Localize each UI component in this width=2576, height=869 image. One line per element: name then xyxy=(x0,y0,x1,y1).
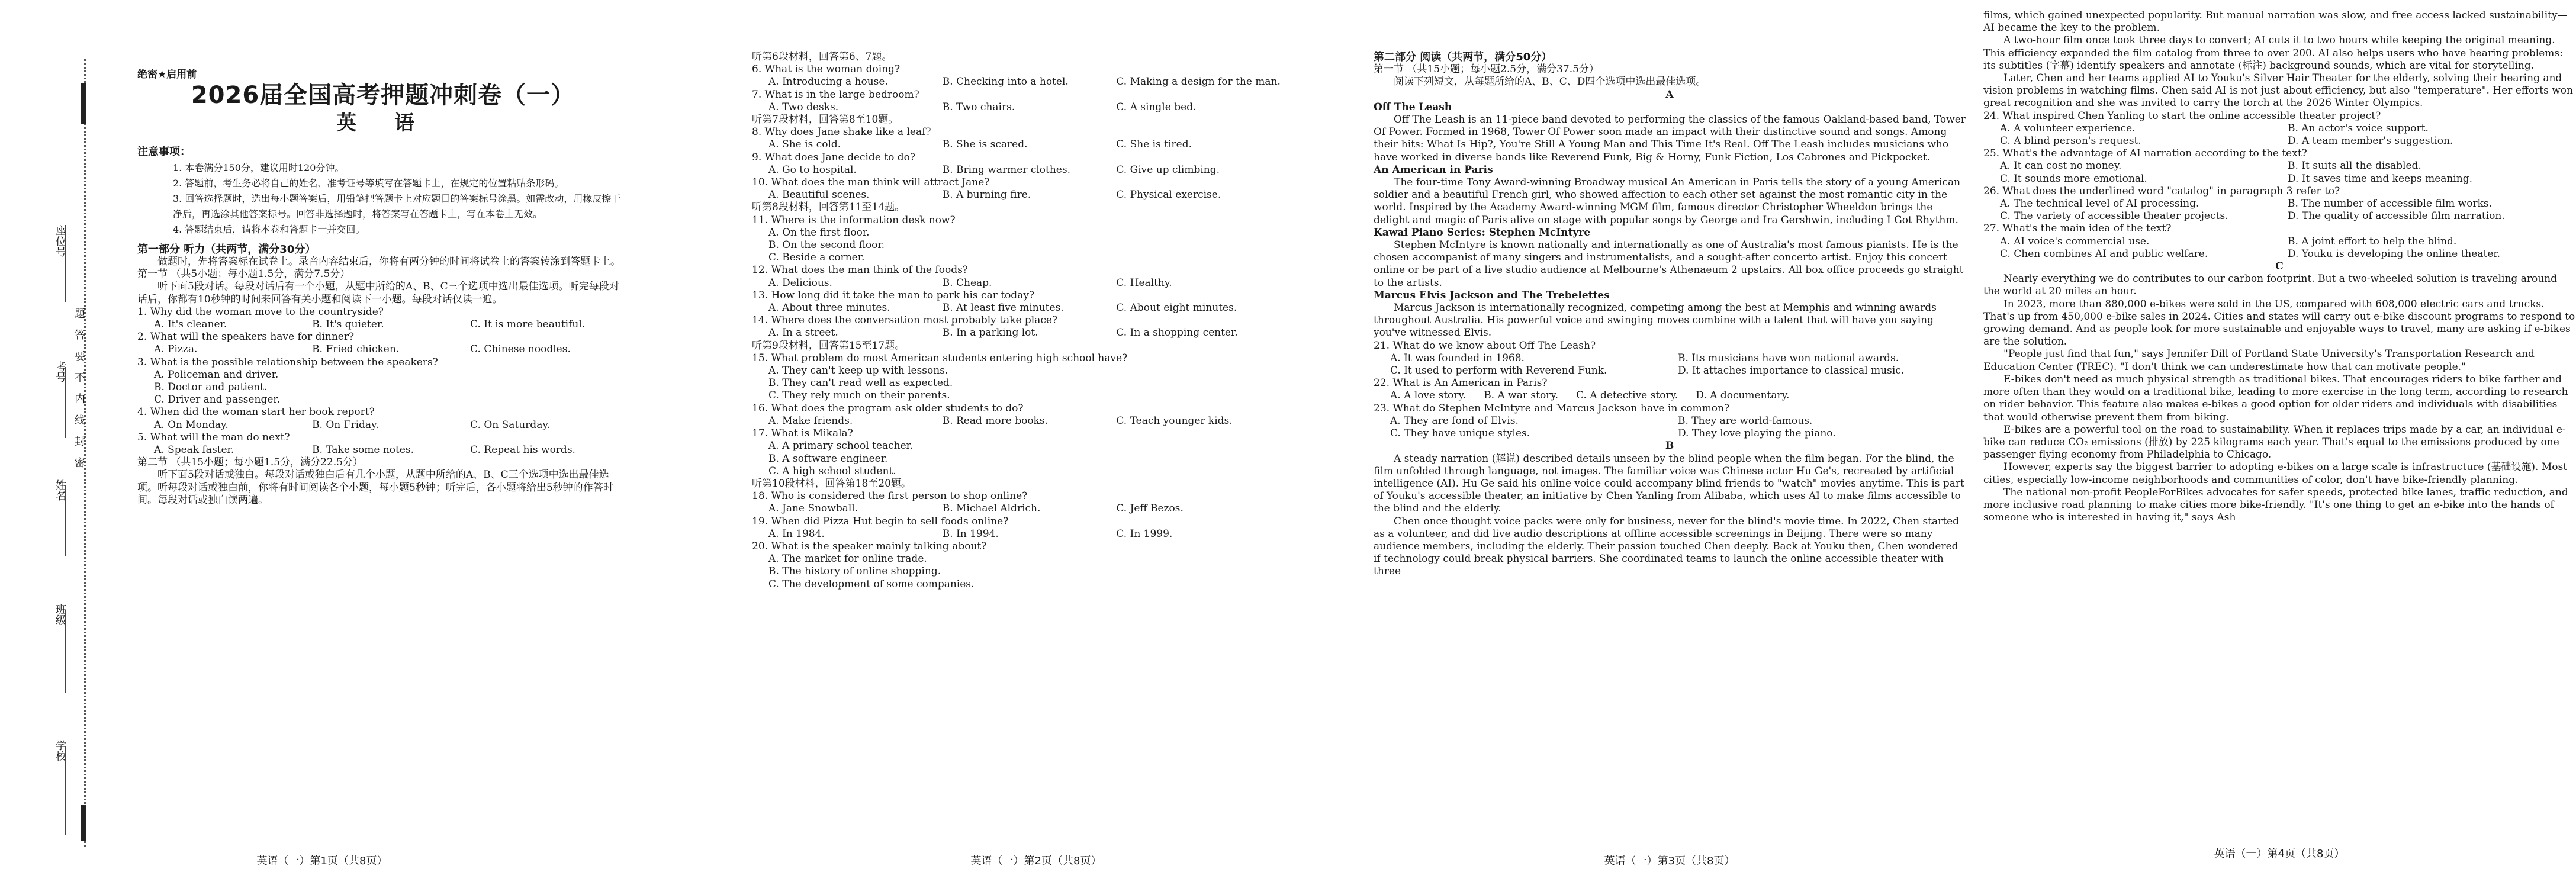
answer-option[interactable]: C. They have unique styles. xyxy=(1390,427,1530,440)
options-row xyxy=(752,164,1291,176)
strip-field-line xyxy=(65,225,66,302)
answer-option[interactable]: B. Its musicians have won national awards. xyxy=(1678,352,1899,364)
strip-marker xyxy=(81,805,86,841)
answer-option[interactable]: A. Pizza. xyxy=(154,343,198,356)
passage-subheading: Off The Leash xyxy=(1374,101,1452,113)
answer-option[interactable]: B. She is scared. xyxy=(942,139,1028,151)
question-stem: 6. What is the woman doing? xyxy=(752,63,901,76)
question-stem: 19. When did Pizza Hut begin to sell foods online? xyxy=(752,515,1009,527)
page-4-content xyxy=(1983,9,2575,524)
part1-intro: 做题时，先将答案标在试卷上。录音内容结束后，你将有两分钟的时间将试卷上的答案转涂到答题卡上。 xyxy=(157,256,620,268)
binding-strip xyxy=(0,0,95,869)
question-stem: 11. Where is the information desk now? xyxy=(752,214,956,226)
page-1 xyxy=(0,0,644,869)
page-2-content xyxy=(752,51,1291,591)
question-stem: 15. What problem do most American students entering high school have? xyxy=(752,352,1128,364)
passage-b xyxy=(1374,453,1966,578)
answer-option[interactable]: C. Chen combines AI and public welfare. xyxy=(2000,247,2208,260)
passage-c xyxy=(1983,273,2575,524)
passage-paragraph: A two-hour film once took three days to convert; AI cuts it to two hours while keeping the original meaning. This efficiency expanded the film catalog from three to over 200. AI also helps users who have hearing problems: its subtitles (字幕) identify speakers and annotate (标注) background sounds, which are vital for storytelling. xyxy=(1983,34,2563,72)
page-footer: 英语（一）第3页（共8页） xyxy=(1604,855,1735,867)
page-4 xyxy=(1983,0,2575,869)
options-row xyxy=(137,343,629,356)
question-stem: 21. What do we know about Off The Leash? xyxy=(1374,339,1596,352)
part1-heading: 第一部分 听力（共两节，满分30分） xyxy=(137,243,316,256)
answer-option[interactable]: B. A software engineer. xyxy=(768,452,888,465)
page-1-content xyxy=(137,69,629,507)
question-stem: 3. What is the possible relationship between the speakers? xyxy=(137,356,438,368)
answer-option[interactable]: C. Healthy. xyxy=(1116,276,1172,289)
answer-option[interactable]: B. A burning fire. xyxy=(942,189,1031,201)
answer-option[interactable]: A. Speak faster. xyxy=(154,444,234,456)
answer-option[interactable]: B. Take some notes. xyxy=(312,444,414,456)
page-2 xyxy=(740,0,1332,869)
strip-label-school: 学校 xyxy=(54,740,66,761)
exam-subject: 英 语 xyxy=(336,111,430,136)
answer-option[interactable]: B. Fried chicken. xyxy=(312,343,400,356)
options-row xyxy=(752,327,1291,339)
question-stem: 23. What do Stephen McIntyre and Marcus Jackson have in common? xyxy=(1374,402,1730,414)
answer-option[interactable]: C. About eight minutes. xyxy=(1116,302,1237,314)
options-row xyxy=(1983,236,2575,248)
answer-option[interactable]: A. Policeman and driver. xyxy=(154,368,279,381)
options-row xyxy=(1983,198,2575,210)
answer-option[interactable]: D. Youku is developing the online theater. xyxy=(2288,247,2501,260)
passage-a-label: A xyxy=(1665,88,1674,101)
answer-option[interactable]: A. It's cleaner. xyxy=(154,318,227,331)
answer-option[interactable]: C. It is more beautiful. xyxy=(470,318,586,331)
passage-b-label: B xyxy=(1665,440,1674,452)
answer-option[interactable]: B. Bring warmer clothes. xyxy=(942,163,1070,176)
answer-option[interactable]: C. The variety of accessible theater projects. xyxy=(2000,210,2228,223)
material-heading: 听第9段材料，回答第15至17题。 xyxy=(752,339,905,352)
answer-option[interactable]: A. AI voice's commercial use. xyxy=(2000,235,2150,247)
question-list xyxy=(137,306,629,456)
notice-item: 2. 答题前，考生务必将自己的姓名、准考证号等填写在答题卡上，在规定的位置粘贴条形码。 xyxy=(173,177,564,189)
passage-subheading: An American in Paris xyxy=(1374,163,1493,176)
question-stem: 14. Where does the conversation most probably take place? xyxy=(752,314,1058,327)
material-heading: 听第10段材料，回答第18至20题。 xyxy=(752,477,911,490)
passage-c-label: C xyxy=(2275,260,2284,273)
answer-option[interactable]: C. It sounds more emotional. xyxy=(2000,172,2147,185)
options-row xyxy=(1374,352,1966,365)
answer-option[interactable]: A. A volunteer experience. xyxy=(2000,122,2136,134)
answer-option[interactable]: A. They can't keep up with lessons. xyxy=(768,365,948,377)
passage-paragraph: However, experts say the biggest barrier to adopting e-bikes on a large scale is infrastructure (基础设施). Most cities, especially low-income neighborhoods and communities of color, don't have bike-friendly planning. xyxy=(1983,461,2568,486)
options-row xyxy=(752,302,1291,314)
answer-option[interactable]: C. In a shopping center. xyxy=(1116,327,1238,339)
passage-paragraph: Nearly everything we do contributes to our carbon footprint. But a two-wheeled solution is traveling around the world at 20 miles an hour. xyxy=(1983,273,2557,298)
question-stem: 17. What is Mikala? xyxy=(752,427,853,440)
answer-option[interactable]: B. On the second floor. xyxy=(768,239,885,252)
options-row xyxy=(1374,390,1966,402)
answer-option[interactable]: B. At least five minutes. xyxy=(942,302,1064,314)
answer-option[interactable]: A. Delicious. xyxy=(768,276,832,289)
answer-option[interactable]: C. Driver and passenger. xyxy=(154,394,281,406)
answer-option[interactable]: C. Chinese noodles. xyxy=(470,343,571,356)
answer-option[interactable]: C. The development of some companies. xyxy=(768,578,975,590)
reading-section1-intro: 阅读下列短文，从每题所给的A、B、C、D四个选项中选出最佳选项。 xyxy=(1394,76,1706,88)
question-stem: 8. Why does Jane shake like a leaf? xyxy=(752,126,931,139)
notice-item: 1. 本卷满分150分，建议用时120分钟。 xyxy=(173,162,345,173)
options-row xyxy=(752,76,1291,88)
material-heading: 听第6段材料，回答第6、7题。 xyxy=(752,51,892,63)
answer-option[interactable]: C. Beside a corner. xyxy=(768,252,865,264)
question-stem: 26. What does the underlined word "catalog" in paragraph 3 refer to? xyxy=(1983,185,2340,197)
strip-label-exam-no: 考号 xyxy=(54,361,66,382)
options-row xyxy=(1983,248,2575,260)
passage-paragraph: The four-time Tony Award-winning Broadway musical An American in Paris tells the story of a young American soldier and a beautiful French girl, who showed affection to each other set against the most romantic city in the world. Inspired by the Academy Award-winning MGM film, famous director Christopher Wheeldon brings the delight and magic of Paris alive on stage with popular songs by George and Ira Gershwin, including I Got Rhythm. xyxy=(1374,176,1961,226)
question-stem: 20. What is the speaker mainly talking about? xyxy=(752,540,987,552)
answer-option[interactable]: B. Michael Aldrich. xyxy=(942,503,1041,515)
options-row xyxy=(137,419,629,432)
question-stem: 7. What is in the large bedroom? xyxy=(752,88,919,101)
question-stem: 13. How long did it take the man to park his car today? xyxy=(752,289,1035,301)
answer-option[interactable]: A. Make friends. xyxy=(768,414,853,427)
answer-option[interactable]: B. Checking into a hotel. xyxy=(942,76,1069,88)
question-stem: 1. Why did the woman move to the countryside? xyxy=(137,305,384,318)
options-row xyxy=(1374,415,1966,427)
answer-option[interactable]: D. It saves time and keeps meaning. xyxy=(2288,172,2473,185)
answer-option[interactable]: A. Introducing a house. xyxy=(768,76,888,88)
answer-option[interactable]: C. On Saturday. xyxy=(470,419,551,431)
strip-label-name: 姓名 xyxy=(54,479,66,501)
passage-b-questions xyxy=(1983,110,2575,260)
strip-field-line xyxy=(65,610,66,693)
passage-paragraph: In 2023, more than 880,000 e-bikes were sold in the US, compared with 608,000 electric cars and trucks. That's up from 450,000 e-bike sales in 2024. Cities and states will carry out e-bike discount programs to respond to growing demand. And as people look for more sustainable and enjoyable ways to travel, many are asking if e-bikes are the solution. xyxy=(1983,298,2575,348)
passage-paragraph: Marcus Jackson is internationally recognized, competing among the best at Memphis and winning awards throughout Australia. His powerful voice and swinging moves combine with a talent that will have you saying you've witnessed Elvis. xyxy=(1374,302,1937,339)
passage-a xyxy=(1374,101,1966,340)
material-heading: 听第7段材料，回答第8至10题。 xyxy=(752,114,899,126)
answer-option[interactable]: B. They can't read well as expected. xyxy=(768,377,953,390)
passage-paragraph: The national non-profit PeopleForBikes advocates for safer speeds, protected bike lanes, traffic reduction, and more inclusive road planning to make cities more bike-friendly. "It's one thing to get an e-bike into the hands of someone who is interested in having it," says Ash xyxy=(1983,486,2568,524)
secret-label: 绝密★启用前 xyxy=(137,69,197,81)
answer-option[interactable]: B. The number of accessible film works. xyxy=(2288,198,2493,210)
answer-option[interactable]: B. Doctor and patient. xyxy=(154,381,268,394)
passage-paragraph: films, which gained unexpected popularity. But manual narration was slow, and free access lacked sustainability—AI became the key to the problem. xyxy=(1983,9,2568,34)
answer-option[interactable]: A. On the first floor. xyxy=(768,226,870,239)
passage-paragraph: Later, Chen and her teams applied AI to Youku's Silver Hair Theater for the elderly, solving their hearing and vision problems in watching films. Chen said AI is not just about efficiency, but also "temperature". Her efforts won great recognition and she was invited to carry the torch at the 2026 Winter Olympics. xyxy=(1983,72,2573,110)
passage-paragraph: Stephen McIntyre is known nationally and internationally as one of Australia's most famous pianists. He is the chosen accompanist of many singers and instrumentalists, and a sought-after concerto artist. Enjoy this concert online or be part of a live studio audience at Melbourne's Athenaeum 2 upstairs. All box office proceeds go straight to the artists. xyxy=(1374,239,1964,289)
answer-option[interactable]: B. An actor's voice support. xyxy=(2288,122,2429,134)
page-footer: 英语（一）第1页（共8页） xyxy=(256,855,388,867)
answer-option[interactable]: A. They are fond of Elvis. xyxy=(1390,414,1519,427)
answer-option[interactable]: B. The history of online shopping. xyxy=(768,565,941,578)
answer-option[interactable]: A. A primary school teacher. xyxy=(768,440,914,452)
question-stem: 4. When did the woman start her book report? xyxy=(137,406,375,419)
page-3-content xyxy=(1374,51,1966,578)
answer-option[interactable]: C. A blind person's request. xyxy=(2000,135,2141,147)
question-stem: 22. What is An American in Paris? xyxy=(1374,377,1548,390)
section1-heading: 第一节 （共5小题；每小题1.5分，满分7.5分） xyxy=(137,268,350,281)
answer-option[interactable]: A. The market for online trade. xyxy=(768,553,927,565)
strip-label-class: 班级 xyxy=(54,604,66,625)
answer-option[interactable]: A. It can cost no money. xyxy=(2000,160,2122,172)
question-stem: 9. What does Jane decide to do? xyxy=(752,151,916,163)
options-row xyxy=(752,277,1291,289)
answer-option[interactable]: B. It's quieter. xyxy=(312,318,384,331)
strip-field-line xyxy=(65,485,66,556)
answer-option[interactable]: A. In a street. xyxy=(768,327,838,339)
answer-option[interactable]: A. Two desks. xyxy=(768,101,839,113)
answer-option[interactable]: B. A war story. xyxy=(1484,390,1559,402)
answer-option[interactable]: A. A love story. xyxy=(1390,390,1467,402)
passage-subheading: Kawai Piano Series: Stephen McIntyre xyxy=(1374,226,1591,239)
answer-option[interactable]: C. Jeff Bezos. xyxy=(1116,503,1184,515)
answer-option[interactable]: B. Read more books. xyxy=(942,414,1049,427)
options-row xyxy=(752,503,1291,515)
answer-option[interactable]: B. In a parking lot. xyxy=(942,327,1038,339)
passage-paragraph: E-bikes are a powerful tool on the road to sustainability. When it replaces trips made by a car, an individual e-bike can reduce CO₂ emissions (排放) by 225 kilograms each year. That's equal to the emissions produced by one passenger flying economy from Philadelphia to Chicago. xyxy=(1983,423,2566,461)
material-heading: 听第8段材料，回答第11至14题。 xyxy=(752,201,905,214)
answer-option[interactable]: C. A detective story. xyxy=(1576,390,1678,402)
answer-option[interactable]: B. A joint effort to help the blind. xyxy=(2288,235,2457,247)
exam-title: 2026届全国高考押题冲刺卷（一） xyxy=(191,82,575,110)
options-row xyxy=(1374,365,1966,377)
answer-option[interactable]: B. It suits all the disabled. xyxy=(2288,160,2421,172)
answer-option[interactable]: A. About three minutes. xyxy=(768,302,890,314)
answer-option[interactable]: C. A single bed. xyxy=(1116,101,1197,113)
answer-option[interactable]: C. It used to perform with Reverend Funk. xyxy=(1390,365,1607,377)
answer-option[interactable]: A. Go to hospital. xyxy=(768,163,857,176)
options-row xyxy=(137,318,629,331)
answer-option[interactable]: A. She is cold. xyxy=(768,139,841,151)
answer-option[interactable]: D. They love playing the piano. xyxy=(1678,427,1836,440)
passage-paragraph: Off The Leash is an 11-piece band devoted to performing the classics of the famous Oakland-based band, Tower Of Power. Formed in 1968, Tower Of Power soon made an impact with their distinctive sound and songs. Among their hits: What Is Hip?, You're Still A Young Man and This Time It's Real. Off The Leash includes musicians who have worked in diverse bands like Reverend Funk, Big & Horny, Funk Fiction, Los Cabrones and Pickpocket. xyxy=(1374,114,1966,163)
options-row xyxy=(752,528,1291,540)
answer-option[interactable]: B. Two chairs. xyxy=(942,101,1015,113)
options-row xyxy=(752,101,1291,114)
passage-subheading: Marcus Elvis Jackson and The Trebelettes xyxy=(1374,289,1610,301)
passage-paragraph: E-bikes don't need as much physical strength as traditional bikes. That encourages riders to bike farther and more often than they would on a traditional bike, leading to more exercise in the long term, according to research on rider behavior. This feature also makes e-bikes a good option for older riders and individuals with disabilities that would otherwise prevent them from biking. xyxy=(1983,373,2568,423)
answer-option[interactable]: C. Repeat his words. xyxy=(470,444,575,456)
strip-label-seat: 座位号 xyxy=(54,225,66,257)
page-3 xyxy=(1374,0,1966,869)
strip-field-line xyxy=(65,367,66,438)
answer-option[interactable]: B. In 1994. xyxy=(942,527,999,540)
question-stem: 5. What will the man do next? xyxy=(137,431,290,443)
question-stem: 2. What will the speakers have for dinner? xyxy=(137,331,355,343)
answer-option[interactable]: C. Making a design for the man. xyxy=(1116,76,1281,88)
part2-heading: 第二部分 阅读（共两节，满分50分） xyxy=(1374,51,1552,63)
answer-option[interactable]: C. Teach younger kids. xyxy=(1116,414,1233,427)
answer-option[interactable]: B. They are world-famous. xyxy=(1678,414,1813,427)
options-row xyxy=(752,189,1291,201)
question-stem: 24. What inspired Chen Yanling to start the online accessible theater project? xyxy=(1983,110,2381,122)
question-stem: 27. What's the main idea of the text? xyxy=(1983,223,2172,235)
passage-paragraph: Chen once thought voice packs were only for business, never for the blind's movie time. In 2022, Chen started as a volunteer, and did live audio descriptions at offline accessible screenings in Beijing. There were so many audience members, including the elderly. Their passion touched Chen deeply. Back at Youku then, Chen wondered if technology could break physical barriers. She coordinated teams to launch the online accessible theater with three xyxy=(1374,515,1960,578)
answer-option[interactable]: C. Physical exercise. xyxy=(1116,189,1221,201)
answer-option[interactable]: B. On Friday. xyxy=(312,419,379,431)
answer-option[interactable]: C. Give up climbing. xyxy=(1116,163,1220,176)
answer-option[interactable]: A. The technical level of AI processing. xyxy=(2000,198,2199,210)
answer-option[interactable]: B. Cheap. xyxy=(942,276,992,289)
page-footer: 英语（一）第4页（共8页） xyxy=(2214,848,2345,860)
answer-option[interactable]: D. A team member's suggestion. xyxy=(2288,135,2453,147)
passage-paragraph: "People just find that fun," says Jennifer Dill of Portland State University's Transportation Research and Education Center (TREC). "I don't think we can underestimate how that can motivate people." xyxy=(1983,348,2535,373)
notice-item: 4. 答题结束后，请将本卷和答题卡一并交回。 xyxy=(173,223,365,235)
strip-field-line xyxy=(65,746,66,835)
answer-option[interactable]: C. In 1999. xyxy=(1116,527,1173,540)
question-stem: 25. What's the advantage of AI narration according to the text? xyxy=(1983,147,2307,160)
notice-heading: 注意事项： xyxy=(137,145,191,158)
question-stem: 18. Who is considered the first person to shop online? xyxy=(752,490,1028,503)
answer-option[interactable]: A. It was founded in 1968. xyxy=(1390,352,1525,364)
options-row xyxy=(137,444,629,456)
page-footer: 英语（一）第2页（共8页） xyxy=(970,855,1102,867)
strip-marker xyxy=(81,83,86,124)
options-row xyxy=(1983,173,2575,185)
answer-option[interactable]: D. The quality of accessible film narration. xyxy=(2288,210,2505,223)
answer-option[interactable]: D. It attaches importance to classical music. xyxy=(1678,365,1905,377)
answer-option[interactable]: C. She is tired. xyxy=(1116,139,1192,151)
answer-option[interactable]: A. Jane Snowball. xyxy=(768,503,858,515)
passage-b-continued xyxy=(1983,9,2575,110)
options-row xyxy=(1983,135,2575,147)
question-stem: 10. What does the man think will attract Jane? xyxy=(752,176,990,189)
reading-section1-heading: 第一节 （共15小题；每小题2.5分，满分37.5分） xyxy=(1374,63,1599,76)
passage-paragraph: A steady narration (解说) described details unseen by the blind people when the film began. For the blind, the film unfolded through language, not images. The familiar voice was Chinese actor Hu Ge's, recreated by artificial intelligence (AI). Hu Ge said his online voice could accompany blind friends to "watch" movies anytime. This is part of Youku's accessible theater, an initiative by Chen Yanling from Alibaba, which uses AI to make films accessible to the blind and the elderly. xyxy=(1374,452,1964,515)
options-row xyxy=(1983,160,2575,172)
options-row xyxy=(752,415,1291,427)
options-row xyxy=(752,139,1291,151)
answer-option[interactable]: A. On Monday. xyxy=(154,419,229,431)
answer-option[interactable]: A. Beautiful scenes. xyxy=(768,189,870,201)
notice-item: 3. 回答选择题时，选出每小题答案后，用铅笔把答题卡上对应题目的答案标号涂黑。如需改动，用橡皮擦干净后，再选涂其他答案标号。回答非选择题时，将答案写在答题卡上，写在本卷上无效。 xyxy=(173,192,621,220)
options-row xyxy=(1374,427,1966,440)
section2-intro: 听下面5段对话或独白。每段对话或独白后有几个小题，从题中所给的A、B、C三个选项中选出最佳选项。听每段对话或独白前，你将有时间阅读各个小题，每小题5秒钟；听完后，各小题将给出5秒钟的作答时间。每段对话或独白读两遍。 xyxy=(137,469,613,506)
options-row xyxy=(1983,210,2575,223)
answer-option[interactable]: A. In 1984. xyxy=(768,527,825,540)
answer-option[interactable]: D. A documentary. xyxy=(1696,390,1790,402)
passage-a-questions xyxy=(1374,340,1966,440)
notice-list xyxy=(137,160,629,237)
strip-no-answer-text: 题答要不内线封密 xyxy=(73,308,85,478)
options-row xyxy=(1983,123,2575,135)
section2-heading: 第二节 （共15小题；每小题1.5分，满分22.5分） xyxy=(137,456,363,469)
answer-option[interactable]: C. They rely much on their parents. xyxy=(768,390,950,402)
question-stem: 16. What does the program ask older students to do? xyxy=(752,402,1024,414)
answer-option[interactable]: C. A high school student. xyxy=(768,465,896,477)
question-stem: 12. What does the man think of the foods? xyxy=(752,264,968,276)
section1-intro: 听下面5段对话。每段对话后有一个小题，从题中所给的A、B、C三个选项中选出最佳选项。听完每段对话后，你都有10秒钟的时间来回答有关小题和阅读下一小题。每段对话仅读一遍。 xyxy=(137,281,619,305)
